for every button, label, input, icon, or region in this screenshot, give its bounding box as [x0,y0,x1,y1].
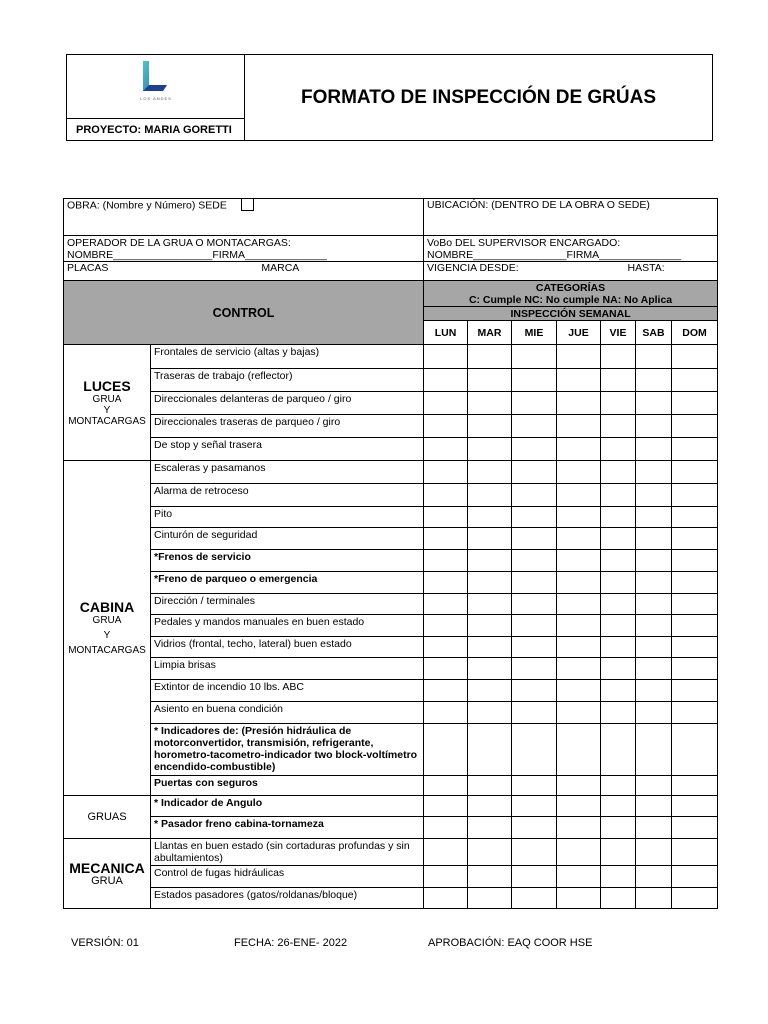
day-header-mar: MAR [468,321,512,345]
check-cell-sab[interactable] [636,776,672,796]
control-item: Llantas en buen estado (sin cortaduras profundas y sin abultamientos) [151,839,424,866]
check-cell-mie[interactable] [512,415,557,438]
check-cell-vie[interactable] [601,572,636,594]
table-row [64,550,718,572]
check-cell-mar[interactable] [468,415,512,438]
check-cell-mie[interactable] [512,345,557,369]
control-item: * Indicador de Angulo [151,796,424,817]
check-cell-dom[interactable] [672,680,718,702]
check-cell-jue[interactable] [557,776,601,796]
check-cell-sab[interactable] [636,702,672,724]
check-cell-dom[interactable] [672,369,718,392]
group-gruas [64,796,151,839]
check-cell-jue[interactable] [557,507,601,528]
check-cell-jue[interactable] [557,724,601,776]
ubicacion-field: UBICACIÓN: (DENTRO DE LA OBRA O SEDE) [424,199,718,236]
check-cell-vie[interactable] [601,724,636,776]
check-cell-dom[interactable] [672,415,718,438]
control-header: CONTROL [64,281,424,345]
table-row [64,528,718,550]
check-cell-sab[interactable] [636,888,672,909]
group-subtitle: GRUA [92,615,122,626]
group-subtitle: GRUA [92,393,122,405]
categorias-title: CATEGORÍAS [535,281,606,294]
check-cell-mar[interactable] [468,594,512,615]
check-cell-lun[interactable] [424,392,468,415]
check-cell-sab[interactable] [636,461,672,484]
day-header-sab: SAB [636,321,672,345]
check-cell-vie[interactable] [601,637,636,658]
check-cell-mie[interactable] [512,615,557,637]
table-row [64,484,718,507]
check-cell-mar[interactable] [468,637,512,658]
check-cell-dom[interactable] [672,345,718,369]
footer-fecha: FECHA: 26-ENE- 2022 [234,937,348,949]
project-name: PROYECTO: MARIA GORETTI [67,119,245,141]
group-title: MECANICA [69,859,145,876]
table-row [64,724,718,776]
check-cell-jue[interactable] [557,594,601,615]
check-cell-vie[interactable] [601,680,636,702]
check-cell-mie[interactable] [512,369,557,392]
check-cell-mie[interactable] [512,392,557,415]
check-cell-jue[interactable] [557,637,601,658]
check-cell-mar[interactable] [468,796,512,817]
check-cell-dom[interactable] [672,550,718,572]
check-cell-dom[interactable] [672,866,718,888]
table-row [64,796,718,817]
day-header-vie: VIE [601,321,636,345]
check-cell-mar[interactable] [468,817,512,839]
check-cell-vie[interactable] [601,550,636,572]
check-cell-mie[interactable] [512,507,557,528]
check-cell-mie[interactable] [512,702,557,724]
day-header-lun: LUN [424,321,468,345]
group-mecanica [64,839,151,909]
check-cell-lun[interactable] [424,594,468,615]
footer-aprobacion: APROBACIÓN: EAQ COOR HSE [428,937,593,949]
check-cell-vie[interactable] [601,888,636,909]
check-cell-jue[interactable] [557,461,601,484]
check-cell-vie[interactable] [601,392,636,415]
control-item: De stop y señal trasera [151,438,424,461]
check-cell-dom[interactable] [672,461,718,484]
check-cell-sab[interactable] [636,839,672,866]
check-cell-jue[interactable] [557,888,601,909]
check-cell-sab[interactable] [636,528,672,550]
check-cell-lun[interactable] [424,702,468,724]
inspeccion-semanal-header: INSPECCIÓN SEMANAL [424,307,718,321]
check-cell-mar[interactable] [468,866,512,888]
check-cell-mie[interactable] [512,796,557,817]
inspection-table [63,198,718,909]
group-luces [64,345,151,461]
table-row [64,637,718,658]
check-cell-mar[interactable] [468,615,512,637]
table-row [64,776,718,796]
check-cell-vie[interactable] [601,776,636,796]
company-logo-icon [133,59,173,95]
check-cell-dom[interactable] [672,796,718,817]
check-cell-sab[interactable] [636,345,672,369]
day-header-dom: DOM [672,321,718,345]
group-title: CABINA [79,599,135,615]
check-cell-mar[interactable] [468,438,512,461]
check-cell-vie[interactable] [601,415,636,438]
check-cell-jue[interactable] [557,866,601,888]
control-item: * Indicadores de: (Presión hidráulica de motorconvertidor, transmisión, refrigerante, horometro-tacometro-indicador two block-voltímetro encendido-combustible) [151,724,424,776]
check-cell-vie[interactable] [601,484,636,507]
check-cell-mie[interactable] [512,724,557,776]
group-title: LUCES [83,377,131,394]
check-cell-vie[interactable] [601,369,636,392]
day-header-mie: MIE [512,321,557,345]
check-cell-lun[interactable] [424,461,468,484]
control-item: Puertas con seguros [151,776,424,796]
check-cell-vie[interactable] [601,438,636,461]
vigencia-field [424,262,718,281]
table-row [64,345,718,369]
categorias-header [424,281,718,307]
check-cell-jue[interactable] [557,839,601,866]
check-cell-vie[interactable] [601,345,636,369]
check-cell-jue[interactable] [557,817,601,839]
check-cell-sab[interactable] [636,615,672,637]
check-cell-lun[interactable] [424,866,468,888]
control-item: Extintor de incendio 10 lbs. ABC [151,680,424,702]
check-cell-jue[interactable] [557,369,601,392]
check-cell-mar[interactable] [468,658,512,680]
form-title: FORMATO DE INSPECCIÓN DE GRÚAS [300,86,657,108]
footer-version: VERSIÓN: 01 [71,937,139,949]
check-cell-lun[interactable] [424,658,468,680]
vobo-name-signature: NOMBRE________________FIRMA______________ [427,249,681,261]
control-item: Dirección / terminales [151,594,424,615]
check-cell-mie[interactable] [512,776,557,796]
control-item: Pito [151,507,424,528]
logo-text: LOS ANDES [140,96,172,101]
check-cell-dom[interactable] [672,702,718,724]
group-subtitle: MONTACARGAS [68,645,146,656]
control-item: Pedales y mandos manuales en buen estado [151,615,424,637]
check-cell-lun[interactable] [424,369,468,392]
check-cell-sab[interactable] [636,637,672,658]
check-cell-jue[interactable] [557,528,601,550]
check-cell-mie[interactable] [512,817,557,839]
check-cell-jue[interactable] [557,484,601,507]
check-cell-sab[interactable] [636,817,672,839]
check-cell-mie[interactable] [512,680,557,702]
sede-checkbox[interactable] [241,199,254,212]
control-item: *Freno de parqueo o emergencia [151,572,424,594]
table-row [64,507,718,528]
check-cell-sab[interactable] [636,392,672,415]
check-cell-vie[interactable] [601,461,636,484]
check-cell-mar[interactable] [468,702,512,724]
check-cell-vie[interactable] [601,528,636,550]
check-cell-mar[interactable] [468,550,512,572]
check-cell-dom[interactable] [672,839,718,866]
table-row [64,866,718,888]
table-row [64,594,718,615]
check-cell-jue[interactable] [557,615,601,637]
check-cell-lun[interactable] [424,637,468,658]
table-row [64,369,718,392]
check-cell-lun[interactable] [424,817,468,839]
check-cell-lun[interactable] [424,550,468,572]
check-cell-sab[interactable] [636,658,672,680]
control-item: Vidrios (frontal, techo, lateral) buen estado [151,637,424,658]
check-cell-dom[interactable] [672,817,718,839]
check-cell-mar[interactable] [468,345,512,369]
check-cell-mie[interactable] [512,658,557,680]
check-cell-vie[interactable] [601,507,636,528]
placas-label: PLACAS [67,262,109,274]
check-cell-mar[interactable] [468,572,512,594]
check-cell-mar[interactable] [468,776,512,796]
check-cell-lun[interactable] [424,507,468,528]
check-cell-jue[interactable] [557,345,601,369]
check-cell-mie[interactable] [512,461,557,484]
control-item: *Frenos de servicio [151,550,424,572]
table-row [64,415,718,438]
logo-cell [67,55,245,119]
control-item: Direccionales delanteras de parqueo / giro [151,392,424,415]
check-cell-lun[interactable] [424,528,468,550]
table-row [64,615,718,637]
check-cell-mar[interactable] [468,461,512,484]
check-cell-mie[interactable] [512,572,557,594]
check-cell-dom[interactable] [672,658,718,680]
form-header [66,54,713,141]
control-item: Estados pasadores (gatos/roldanas/bloque) [151,888,424,909]
check-cell-mar[interactable] [468,369,512,392]
check-cell-vie[interactable] [601,817,636,839]
control-item: Asiento en buena condición [151,702,424,724]
check-cell-sab[interactable] [636,550,672,572]
check-cell-sab[interactable] [636,724,672,776]
check-cell-dom[interactable] [672,438,718,461]
check-cell-lun[interactable] [424,615,468,637]
check-cell-dom[interactable] [672,507,718,528]
check-cell-mie[interactable] [512,637,557,658]
check-cell-vie[interactable] [601,615,636,637]
table-row [64,438,718,461]
check-cell-mar[interactable] [468,528,512,550]
check-cell-sab[interactable] [636,572,672,594]
control-item: Traseras de trabajo (reflector) [151,369,424,392]
check-cell-dom[interactable] [672,888,718,909]
control-item: Cinturón de seguridad [151,528,424,550]
check-cell-lun[interactable] [424,572,468,594]
check-cell-sab[interactable] [636,369,672,392]
check-cell-vie[interactable] [601,866,636,888]
operador-name-signature: NOMBRE_________________FIRMA______________ [67,249,327,261]
group-subtitle: GRUAS [87,810,127,823]
check-cell-vie[interactable] [601,594,636,615]
check-cell-lun[interactable] [424,839,468,866]
operador-field [64,236,424,262]
check-cell-mar[interactable] [468,724,512,776]
control-item: Alarma de retroceso [151,484,424,507]
check-cell-lun[interactable] [424,796,468,817]
group-subtitle: MONTACARGAS [68,415,146,427]
check-cell-sab[interactable] [636,415,672,438]
group-subtitle: Y [103,404,111,416]
check-cell-jue[interactable] [557,658,601,680]
vigencia-label: VIGENCIA DESDE: [427,262,519,274]
check-cell-vie[interactable] [601,702,636,724]
check-cell-lun[interactable] [424,484,468,507]
check-cell-mie[interactable] [512,866,557,888]
table-row [64,658,718,680]
hasta-label: HASTA: [627,262,665,274]
check-cell-dom[interactable] [672,724,718,776]
check-cell-jue[interactable] [557,702,601,724]
check-cell-jue[interactable] [557,796,601,817]
check-cell-sab[interactable] [636,680,672,702]
obra-field [64,199,424,236]
check-cell-mie[interactable] [512,438,557,461]
control-item: Escaleras y pasamanos [151,461,424,484]
placas-marca-field [64,262,424,281]
check-cell-lun[interactable] [424,345,468,369]
check-cell-lun[interactable] [424,724,468,776]
group-cabina [64,461,151,796]
check-cell-lun[interactable] [424,415,468,438]
check-cell-sab[interactable] [636,796,672,817]
check-cell-vie[interactable] [601,658,636,680]
check-cell-jue[interactable] [557,392,601,415]
check-cell-dom[interactable] [672,572,718,594]
check-cell-mie[interactable] [512,528,557,550]
check-cell-dom[interactable] [672,594,718,615]
check-cell-jue[interactable] [557,415,601,438]
check-cell-dom[interactable] [672,776,718,796]
table-row [64,572,718,594]
check-cell-lun[interactable] [424,776,468,796]
check-cell-sab[interactable] [636,484,672,507]
control-item: Direccionales traseras de parqueo / giro [151,415,424,438]
check-cell-vie[interactable] [601,839,636,866]
check-cell-jue[interactable] [557,680,601,702]
control-item: * Pasador freno cabina-tornameza [151,817,424,839]
table-row [64,817,718,839]
check-cell-mie[interactable] [512,550,557,572]
check-cell-mar[interactable] [468,839,512,866]
control-item: Frontales de servicio (altas y bajas) [151,345,424,369]
check-cell-dom[interactable] [672,528,718,550]
obra-label: OBRA: (Nombre y Número) SEDE [67,199,227,212]
vobo-label: VoBo DEL SUPERVISOR ENCARGADO: [427,237,621,249]
categorias-legend: C: Cumple NC: No cumple NA: No Aplica [468,293,673,306]
check-cell-mar[interactable] [468,392,512,415]
check-cell-mie[interactable] [512,484,557,507]
check-cell-mie[interactable] [512,594,557,615]
table-row [64,839,718,866]
check-cell-mie[interactable] [512,839,557,866]
check-cell-mie[interactable] [512,888,557,909]
marca-label: MARCA [261,262,300,274]
check-cell-dom[interactable] [672,637,718,658]
check-cell-sab[interactable] [636,438,672,461]
check-cell-sab[interactable] [636,507,672,528]
check-cell-sab[interactable] [636,594,672,615]
vobo-field [424,236,718,262]
check-cell-lun[interactable] [424,680,468,702]
table-row [64,680,718,702]
check-cell-lun[interactable] [424,888,468,909]
operador-label: OPERADOR DE LA GRUA O MONTACARGAS: [67,237,291,249]
control-item: Limpia brisas [151,658,424,680]
check-cell-sab[interactable] [636,866,672,888]
check-cell-lun[interactable] [424,438,468,461]
check-cell-jue[interactable] [557,572,601,594]
check-cell-mar[interactable] [468,680,512,702]
table-row [64,888,718,909]
check-cell-dom[interactable] [672,615,718,637]
check-cell-mar[interactable] [468,484,512,507]
check-cell-vie[interactable] [601,796,636,817]
check-cell-mar[interactable] [468,507,512,528]
check-cell-dom[interactable] [672,392,718,415]
check-cell-dom[interactable] [672,484,718,507]
day-header-jue: JUE [557,321,601,345]
group-subtitle: GRUA [91,874,123,887]
check-cell-mar[interactable] [468,888,512,909]
table-row [64,392,718,415]
check-cell-jue[interactable] [557,550,601,572]
check-cell-jue[interactable] [557,438,601,461]
table-row [64,702,718,724]
table-row [64,461,718,484]
group-subtitle: Y [103,630,111,641]
control-item: Control de fugas hidráulicas [151,866,424,888]
